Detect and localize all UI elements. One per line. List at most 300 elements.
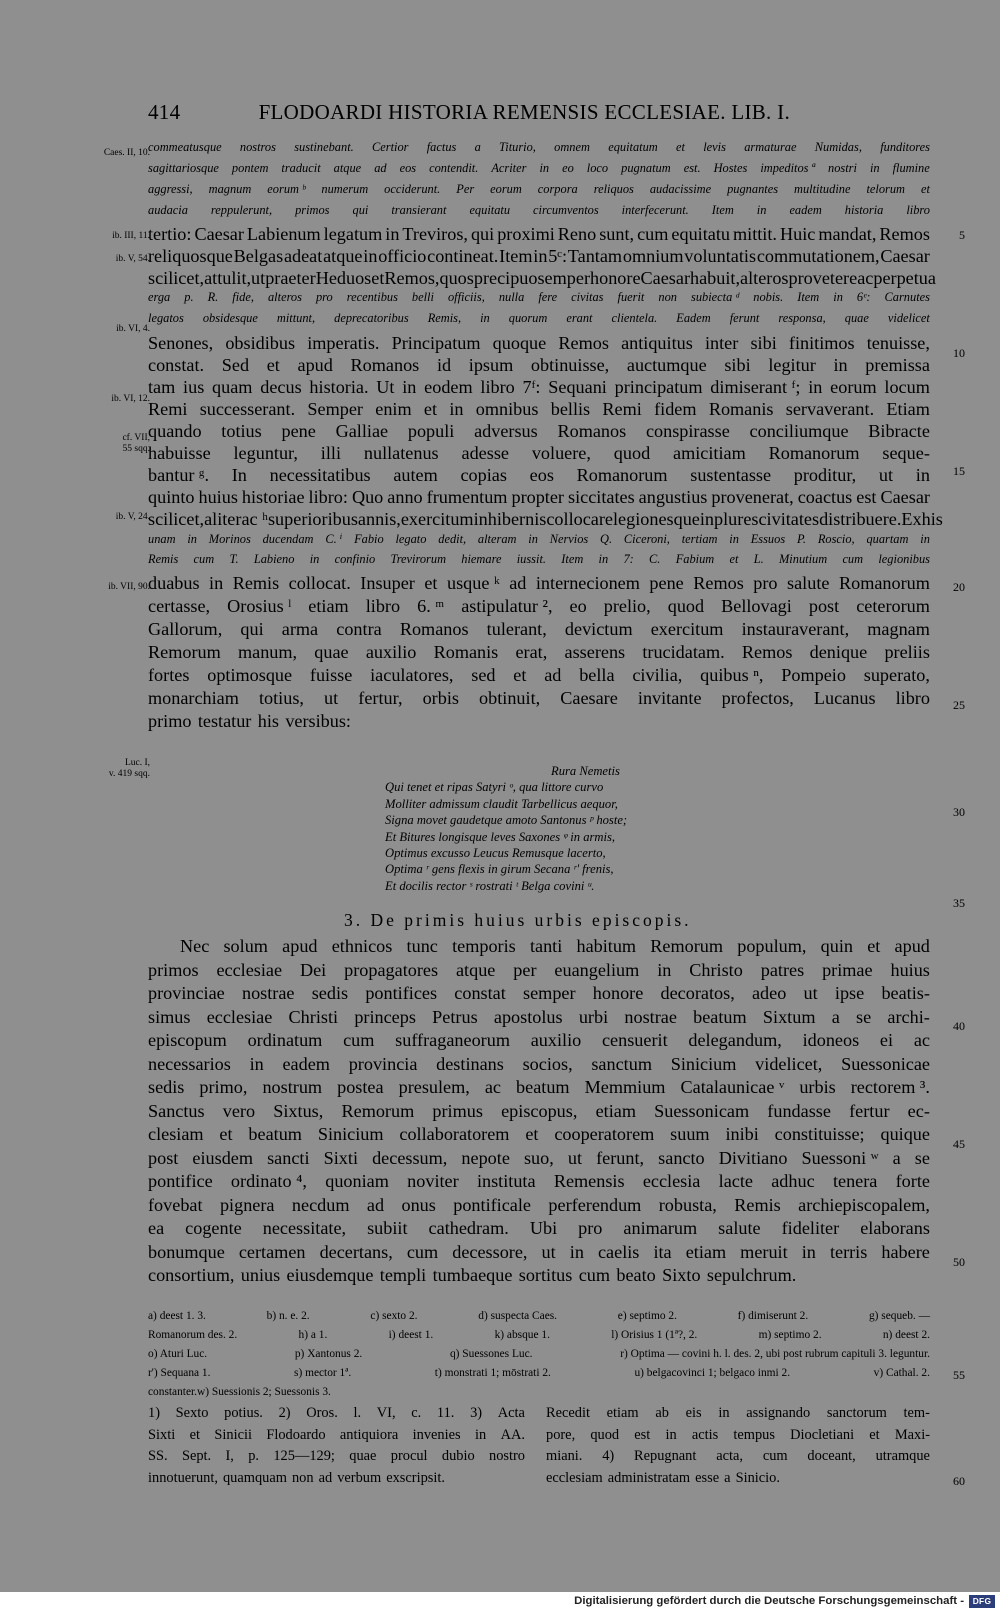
word: numerum: [321, 182, 369, 196]
word: antiquiora: [339, 1426, 399, 1443]
word: equitatu: [469, 203, 511, 217]
word: Remorum: [148, 642, 221, 662]
word: ethnicos: [331, 936, 393, 956]
word: quod: [613, 443, 651, 463]
word: in: [801, 1241, 816, 1262]
word: Per: [456, 182, 475, 196]
word: eorum: [830, 377, 877, 397]
word: pro: [578, 1218, 603, 1238]
word: reppulerunt,: [210, 203, 273, 217]
word: proditur,: [793, 465, 857, 485]
word: hibernis: [487, 509, 547, 529]
word: ferunt: [729, 311, 760, 325]
word: adesse: [461, 443, 509, 463]
word: Bellovagi: [721, 596, 792, 616]
word: k) absque 1.: [494, 1329, 550, 1341]
word: aliter: [204, 509, 242, 529]
word: sanctorum: [826, 1405, 887, 1421]
word: Roscio,: [817, 532, 855, 546]
word: collocare: [546, 509, 613, 529]
word: ad: [509, 573, 527, 593]
word: Christo: [689, 959, 743, 980]
word: et: [423, 399, 438, 419]
word: Principatum: [391, 333, 481, 353]
word: subiit: [367, 1218, 408, 1238]
word: nostrae: [624, 1006, 677, 1027]
word: recentibus: [346, 290, 398, 304]
word: Sinicium: [670, 1053, 737, 1074]
word: in: [533, 246, 548, 266]
word: Ubi: [529, 1218, 558, 1238]
word: Orosius ˡ: [227, 596, 292, 616]
word: m) septimo 2.: [758, 1329, 822, 1341]
word: rectorem ³.: [850, 1077, 930, 1097]
word: totius,: [258, 688, 304, 708]
word: superato,: [863, 665, 930, 685]
word: legato: [395, 532, 427, 546]
word: perpetua: [873, 268, 936, 288]
word: etiam: [606, 1405, 639, 1421]
word: quae: [844, 311, 869, 325]
word: civilia,: [632, 665, 683, 685]
word: destinans: [436, 1053, 504, 1074]
word: acta,: [716, 1448, 743, 1465]
word: r') Sequana 1.: [148, 1367, 211, 1379]
text-line: [148, 203, 930, 224]
word: Eadem: [676, 311, 711, 325]
word: primae: [822, 959, 873, 980]
word: in: [920, 532, 930, 546]
word: beatum: [516, 1077, 570, 1097]
footnote-line: [148, 1470, 525, 1492]
word: ecclesia: [642, 1171, 701, 1191]
line-number: 50: [953, 1255, 965, 1269]
word: huius: [198, 487, 238, 507]
word: Remensis: [553, 1171, 625, 1191]
word: Remi: [148, 399, 188, 419]
word: dedit,: [438, 532, 467, 546]
word: habitum: [576, 936, 637, 956]
word: 5ᶜ:: [548, 246, 568, 266]
word: ut: [251, 268, 266, 288]
word: officiis,: [447, 290, 485, 304]
word: legionesque: [612, 509, 700, 529]
word: et: [729, 552, 739, 566]
word: lacte: [718, 1171, 753, 1191]
word: Belgas: [233, 246, 284, 266]
word: salute: [718, 1218, 761, 1238]
word: quoque: [492, 333, 547, 353]
word: non: [291, 1469, 314, 1486]
word: Sinicio.: [735, 1469, 780, 1486]
word: constanter.: [148, 1386, 198, 1398]
chapter-line: [148, 1148, 930, 1172]
word: 7ᶠ:: [522, 377, 541, 397]
word: Romanos: [557, 421, 627, 441]
word: l.: [353, 1405, 362, 1421]
word: anno: [387, 487, 423, 507]
word: postea: [337, 1077, 384, 1097]
word: Divitiano: [718, 1147, 788, 1168]
word: habuit,: [690, 268, 741, 288]
word: sibi: [724, 355, 751, 375]
word: libro: [480, 377, 515, 397]
word: omnibus: [475, 399, 539, 419]
word: Romanis: [708, 399, 774, 419]
word: et: [189, 1426, 200, 1443]
word: animarum: [623, 1218, 698, 1238]
word: g) sequeb. —: [868, 1310, 930, 1322]
word: beatum: [693, 1006, 747, 1027]
word: Lucanus: [813, 688, 876, 708]
word: 6ᵉ:: [856, 290, 871, 304]
word: id: [436, 355, 452, 375]
word: Minutium: [778, 552, 828, 566]
word: a: [831, 1006, 840, 1027]
word: pontificale: [453, 1194, 532, 1215]
margin-reference: ib. VI, 12.: [111, 394, 150, 404]
word: atque: [333, 161, 362, 175]
word: in: [187, 532, 197, 546]
word: mittit.: [733, 224, 777, 244]
word: necessitatibus: [269, 465, 371, 485]
word: obsidibus: [225, 333, 296, 353]
footnotes-left-column: [148, 1405, 525, 1491]
word: denique: [809, 642, 868, 662]
word: eodem: [424, 377, 473, 397]
word: Remi: [602, 399, 642, 419]
word: huius: [890, 959, 930, 980]
word: siccitates: [568, 487, 635, 507]
word: antiquitus: [621, 333, 693, 353]
word: Suessoni ʷ: [801, 1147, 879, 1168]
text-line: [148, 399, 930, 421]
chapter-line: [148, 936, 930, 960]
word: legionibus: [878, 552, 930, 566]
word: decessore,: [452, 1241, 528, 1262]
margin-reference: ib. VI, 4.: [116, 324, 150, 334]
word: proximi: [497, 224, 555, 244]
word: his: [257, 711, 279, 731]
word: servaverant.: [785, 399, 875, 419]
word: amicitiam: [673, 443, 746, 463]
word: primus: [432, 1100, 483, 1121]
word: assignando: [746, 1405, 811, 1421]
word: se: [856, 1006, 872, 1027]
word: vero: [222, 1100, 256, 1121]
footnote-line: [546, 1427, 930, 1449]
word: dubio: [441, 1448, 475, 1465]
word: suo,: [523, 1147, 554, 1168]
word: funditores: [880, 140, 930, 154]
text-line: [148, 421, 930, 443]
word: Acriter: [491, 161, 527, 175]
word: multitudine: [794, 182, 851, 196]
word: apud: [894, 936, 930, 956]
word: Caesar: [640, 268, 691, 288]
text-line: [148, 596, 930, 619]
word: necdum: [291, 1194, 350, 1215]
word: Bibracte: [868, 421, 930, 441]
word: Caesar: [880, 487, 930, 507]
word: ut: [541, 1241, 556, 1262]
word: Remorum: [341, 1100, 415, 1121]
word: Diocletiani: [790, 1426, 855, 1443]
word: sanctum: [591, 1053, 652, 1074]
word: in: [833, 355, 848, 375]
word: ipsum: [468, 355, 514, 375]
word: Romanorum: [838, 573, 930, 593]
poem-line: Rura Nemetis: [551, 764, 620, 778]
word: qui: [470, 224, 495, 244]
word: autem: [393, 465, 438, 485]
word: iaculatores,: [370, 665, 454, 685]
word: salute: [787, 573, 830, 593]
word: Labieno: [253, 552, 295, 566]
word: cum: [578, 1265, 611, 1285]
word: ut: [324, 688, 339, 708]
word: conspirasse: [645, 421, 730, 441]
word: pugnantes: [727, 182, 779, 196]
word: Flodoardo: [266, 1426, 326, 1443]
word: in: [833, 290, 843, 304]
text-line: [148, 377, 930, 399]
word: nostrum: [262, 1077, 323, 1097]
word: populi: [407, 421, 455, 441]
word: erga: [148, 290, 171, 304]
word: inibi: [725, 1124, 759, 1144]
word: ordinato ⁴,: [230, 1171, 307, 1191]
word: 4): [602, 1448, 615, 1465]
word: honore: [592, 983, 644, 1003]
word: telorum: [866, 182, 905, 196]
word: ipse: [834, 983, 865, 1003]
word: traducit: [281, 161, 321, 175]
word: ec-: [907, 1100, 930, 1121]
word: commutationem,: [756, 246, 880, 266]
word: in: [915, 465, 930, 485]
word: exercitum: [400, 509, 474, 529]
word: solum: [223, 936, 268, 956]
word: e) septimo 2.: [617, 1310, 677, 1322]
word: primo: [148, 711, 192, 731]
text-line: [148, 619, 930, 642]
word: civitates: [758, 509, 820, 529]
word: propagatores: [344, 959, 439, 980]
word: fundasse: [767, 1100, 831, 1121]
word: videlicet: [887, 311, 930, 325]
word: pontifice: [148, 1171, 213, 1191]
footnote-line: [546, 1405, 930, 1427]
word: Hostes: [713, 161, 748, 175]
word: dimiserant ᶠ;: [710, 377, 801, 397]
word: instauraverant,: [741, 619, 850, 639]
word: pro: [315, 290, 333, 304]
word: omnium: [622, 246, 684, 266]
word: P.: [796, 532, 807, 546]
word: seque-: [882, 443, 930, 463]
word: fovebat: [148, 1194, 203, 1215]
word: distribuere.: [819, 509, 902, 529]
word: locum: [884, 377, 930, 397]
word: clesiam: [148, 1124, 204, 1144]
word: Item: [711, 203, 734, 217]
word: Suessonicam: [654, 1100, 750, 1121]
word: c.: [411, 1405, 422, 1421]
word: t) monstrati 1; mōstrati 2.: [434, 1367, 551, 1379]
word: historia.: [309, 377, 369, 397]
text-line: [148, 290, 930, 311]
word: impeditos ª: [760, 161, 816, 175]
word: arma: [281, 619, 319, 639]
word: episcopus,: [501, 1100, 578, 1121]
word: successerant.: [199, 399, 296, 419]
word: u) belgacovinci 1; belgaco inmi 2.: [634, 1367, 791, 1379]
word: bantur ᵍ.: [148, 465, 210, 485]
word: Morinos: [208, 532, 251, 546]
word: noviter: [407, 1171, 459, 1191]
word: SS.: [148, 1448, 168, 1465]
word: eadem: [282, 1053, 330, 1074]
chapter-line: [148, 1171, 930, 1195]
word: et: [867, 936, 881, 956]
word: perferendum: [548, 1194, 642, 1215]
word: historiae: [241, 487, 305, 507]
word: sibi: [750, 333, 777, 353]
word: a: [892, 1147, 901, 1168]
text-line: [148, 333, 930, 355]
word: erat,: [515, 642, 548, 662]
word: equitatu: [671, 224, 730, 244]
word: civitas: [571, 290, 604, 304]
poem-line: Et Bitures longisque leves Saxones ᵠ in armis,: [385, 829, 616, 844]
word: ac: [913, 1030, 930, 1050]
word: leguntur,: [233, 443, 298, 463]
word: Carnutes: [884, 290, 930, 304]
word: attulit,: [204, 268, 252, 288]
word: l) Orisius 1 (1ª?, 2.: [611, 1329, 698, 1341]
text-line: [148, 311, 930, 333]
word: monarchiam: [148, 688, 239, 708]
word: in: [480, 311, 490, 325]
word: Certior: [371, 140, 409, 154]
apparatus-line: [148, 1367, 930, 1386]
word: nostrae: [241, 983, 295, 1003]
word: decessum,: [372, 1147, 448, 1168]
word: levis: [703, 140, 726, 154]
word: tam: [148, 377, 176, 397]
word: atque: [455, 959, 496, 980]
word: cum: [193, 552, 215, 566]
word: fidem: [654, 399, 697, 419]
word: Caesar: [194, 224, 244, 244]
word: magnum: [208, 182, 252, 196]
word: his: [921, 509, 943, 529]
page-header: [148, 100, 790, 125]
word: occiderunt.: [384, 182, 441, 196]
footnotes-right-column: [546, 1405, 930, 1491]
word: circumventos: [533, 203, 599, 217]
word: belli: [411, 290, 434, 304]
word: alteros: [740, 268, 789, 288]
apparatus-line: [148, 1348, 930, 1367]
word: subiecta ᵈ: [691, 290, 740, 304]
word: et: [869, 1426, 880, 1443]
word: eorum: [490, 182, 522, 196]
word: Remos: [558, 333, 609, 353]
footnote-line: [148, 1427, 525, 1449]
word: urbis: [799, 1077, 836, 1097]
text-body: [148, 140, 943, 734]
word: transierant: [391, 203, 447, 217]
text-line: [148, 688, 930, 711]
word: premissa: [865, 355, 930, 375]
word: Nervios: [549, 532, 589, 546]
word: contendit.: [429, 161, 479, 175]
word: in: [473, 509, 488, 529]
word: constat: [454, 983, 506, 1003]
word: in: [808, 377, 823, 397]
word: p) Xantonus 2.: [294, 1348, 363, 1360]
word: et: [219, 1124, 233, 1144]
word: s) mector 1ª.: [294, 1367, 352, 1379]
word: Insuper: [360, 573, 415, 593]
word: quod: [590, 1426, 620, 1443]
word: AA.: [500, 1426, 525, 1443]
word: atque: [323, 246, 363, 266]
word: ad: [544, 665, 562, 685]
word: Remis: [148, 552, 179, 566]
word: factus: [426, 140, 457, 154]
line-number: 55: [953, 1368, 965, 1382]
word: Caesar: [880, 246, 930, 266]
word: in: [309, 552, 320, 566]
word: etiam: [685, 1241, 727, 1262]
chapter-line: [148, 1242, 930, 1266]
word: beatum: [248, 1124, 302, 1144]
word: ac ʰ: [241, 509, 268, 529]
word: Heduos: [315, 268, 372, 288]
word: adhuc: [771, 1171, 815, 1191]
word: Quo: [351, 487, 384, 507]
word: fide,: [232, 290, 254, 304]
word: magnam: [867, 619, 930, 639]
word: Essuos: [750, 532, 786, 546]
word: ac: [484, 1077, 501, 1097]
word: ut: [878, 465, 894, 485]
text-line: [148, 552, 930, 573]
word: post: [148, 1147, 179, 1168]
word: presulem,: [398, 1077, 470, 1097]
word: Nec: [180, 936, 210, 956]
word: eo: [562, 161, 574, 175]
word: pignera: [219, 1194, 275, 1215]
word: administratam: [607, 1469, 691, 1486]
word: Sixtus,: [273, 1100, 324, 1121]
word: tenera: [832, 1171, 878, 1191]
chapter-line: [148, 1218, 930, 1242]
word: per: [513, 959, 537, 980]
word: Pompeio: [781, 665, 846, 685]
word: in: [363, 246, 378, 266]
word: sed: [471, 665, 496, 685]
word: ea: [148, 1218, 165, 1238]
word: nullatenus: [363, 443, 439, 463]
word: d) suspecta Caes.: [478, 1310, 558, 1322]
word: certasse,: [148, 596, 211, 616]
word: invitante: [637, 688, 702, 708]
word: asserens: [564, 642, 626, 662]
